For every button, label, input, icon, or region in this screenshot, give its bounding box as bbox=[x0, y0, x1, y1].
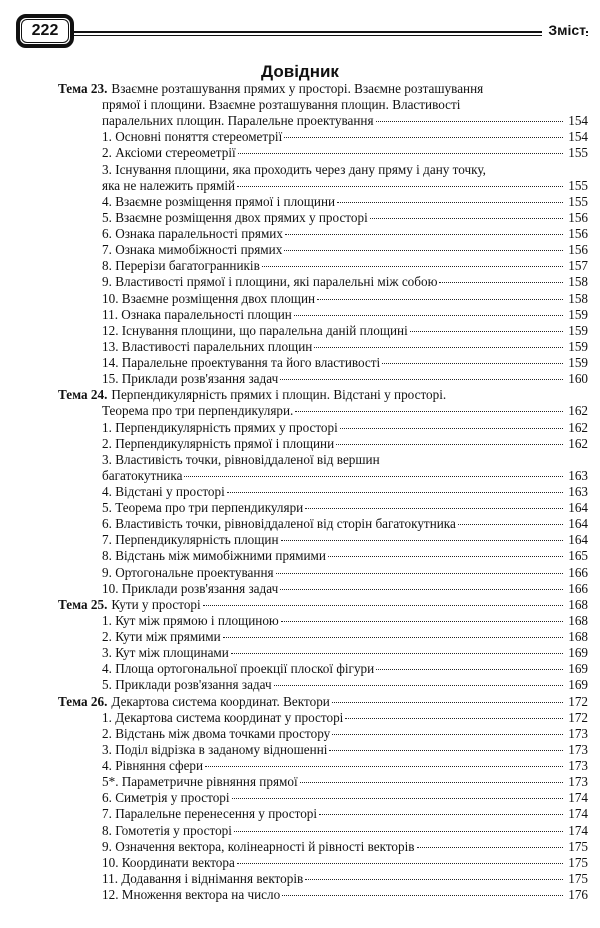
entry-title: 4. Відстані у просторі bbox=[102, 484, 225, 499]
entry-title: 3. Існування площини, яка проходить через дану пряму і дану точку, bbox=[102, 161, 486, 177]
entry-title: 6. Ознака паралельності прямих bbox=[102, 226, 283, 242]
page-ref: 158 bbox=[568, 290, 588, 306]
dot-leader bbox=[328, 556, 563, 557]
entry-title: 10. Приклади розв'язання задач bbox=[102, 580, 279, 596]
entry-title: 5. Приклади розв'язання задач bbox=[102, 677, 272, 693]
dot-leader bbox=[376, 121, 563, 122]
entry-title: 12. Множення вектора на число bbox=[102, 887, 281, 902]
header-rule-thin bbox=[74, 35, 588, 36]
page-ref: 158 bbox=[568, 274, 588, 290]
entry-title: Декартова система координат. Вектори bbox=[111, 693, 330, 709]
dot-leader bbox=[458, 524, 563, 525]
entry-title: 2. Аксіоми стереометрії bbox=[102, 145, 236, 161]
page-ref: 154 bbox=[568, 113, 588, 129]
dot-leader bbox=[281, 621, 563, 622]
entry-title: 8. Перерізи багатогранників bbox=[102, 258, 260, 274]
page-ref: 166 bbox=[568, 564, 588, 580]
topic-label: Тема 25. bbox=[58, 596, 108, 612]
entry-title: прямої і площини. Взаємне розташування площин. Властивості bbox=[102, 97, 461, 113]
dot-leader bbox=[205, 766, 563, 767]
dot-leader bbox=[417, 847, 564, 848]
entry-title: 7. Перпендикулярність площин bbox=[102, 532, 279, 548]
document-title: Довідник bbox=[261, 62, 339, 81]
dot-leader bbox=[305, 879, 563, 880]
entry-title: 2. Відстань між двома точками простору bbox=[102, 725, 331, 741]
page-ref: 169 bbox=[568, 677, 588, 693]
dot-leader bbox=[237, 186, 563, 187]
dot-leader bbox=[332, 734, 563, 735]
page-ref: 173 bbox=[568, 741, 588, 757]
page-ref: 175 bbox=[568, 870, 588, 886]
dot-leader bbox=[280, 589, 563, 590]
dot-leader bbox=[232, 798, 563, 799]
entry-title: 4. Площа ортогональної проекції плоскої фігури bbox=[102, 661, 375, 677]
dot-leader bbox=[410, 331, 563, 332]
page-ref: 173 bbox=[568, 774, 588, 790]
dot-leader bbox=[227, 492, 563, 493]
page-ref: 162 bbox=[568, 435, 588, 451]
header-rule bbox=[74, 31, 588, 33]
page-ref: 173 bbox=[568, 758, 588, 774]
dot-leader bbox=[370, 218, 563, 219]
entry-title: 6. Симетрія у просторі bbox=[102, 790, 230, 806]
entry-title: 1. Основні поняття стереометрії bbox=[102, 129, 283, 145]
page-ref: 155 bbox=[568, 177, 588, 193]
dot-leader bbox=[319, 814, 563, 815]
dot-leader bbox=[274, 685, 563, 686]
page-ref: 156 bbox=[568, 209, 588, 225]
dot-leader bbox=[223, 637, 563, 638]
section-title: Зміст bbox=[542, 22, 586, 38]
page-ref: 175 bbox=[568, 838, 588, 854]
page-ref: 166 bbox=[568, 580, 588, 596]
page-ref: 159 bbox=[568, 306, 588, 322]
entry-title: 7. Паралельне перенесення у просторі bbox=[102, 806, 318, 822]
page-ref: 163 bbox=[568, 467, 588, 483]
topic-label: Тема 24. bbox=[58, 387, 108, 403]
entry-title: Перпендикулярність прямих і площин. Відстані у просторі. bbox=[111, 387, 447, 403]
dot-leader bbox=[238, 153, 563, 154]
entry-title: 1. Кут між прямою і площиною bbox=[102, 612, 279, 628]
page-ref: 174 bbox=[568, 822, 588, 838]
topic-label: Тема 26. bbox=[58, 693, 108, 709]
entry-title: багатокутника bbox=[102, 467, 183, 483]
dot-leader bbox=[332, 702, 563, 703]
dot-leader bbox=[237, 863, 563, 864]
dot-leader bbox=[337, 202, 563, 203]
page-ref: 157 bbox=[568, 258, 588, 274]
entry-title: 9. Ортогональне проектування bbox=[102, 564, 274, 580]
dot-leader bbox=[231, 653, 563, 654]
page-ref: 159 bbox=[568, 338, 588, 354]
page-ref: 174 bbox=[568, 806, 588, 822]
entry-title: 9. Означення вектора, колінеарності й рівності векторів bbox=[102, 838, 415, 854]
entry-title: 3. Поділ відрізка в заданому відношенні bbox=[102, 741, 328, 757]
entry-title: 3. Властивість точки, рівновіддаленої від вершин bbox=[102, 451, 380, 467]
dot-leader bbox=[280, 379, 563, 380]
entry-title: 5. Теорема про три перпендикуляри bbox=[102, 500, 304, 516]
page-ref: 164 bbox=[568, 500, 588, 516]
page-ref: 162 bbox=[568, 403, 588, 419]
dot-leader bbox=[234, 831, 563, 832]
page-ref: 168 bbox=[568, 596, 588, 612]
entry-title: 1. Перпендикулярність прямих у просторі bbox=[102, 419, 338, 435]
entry-title: 10. Координати вектора bbox=[102, 854, 235, 870]
entry-title: 8. Відстань між мимобіжними прямими bbox=[102, 548, 326, 564]
page-ref: 175 bbox=[568, 854, 588, 870]
page-ref: 173 bbox=[568, 725, 588, 741]
page-ref: 165 bbox=[568, 548, 588, 564]
page-ref: 162 bbox=[568, 419, 588, 435]
topic-label: Тема 23. bbox=[58, 81, 108, 96]
dot-leader bbox=[262, 266, 563, 267]
entry-title: 5*. Параметричне рівняння прямої bbox=[102, 774, 298, 790]
entry-title: 5. Взаємне розміщення двох прямих у просторі bbox=[102, 209, 368, 225]
page-ref: 176 bbox=[568, 887, 588, 902]
entry-title: яка не належить прямій bbox=[102, 177, 236, 193]
entry-title: Кути у просторі bbox=[111, 596, 201, 612]
dot-leader bbox=[281, 540, 563, 541]
entry-title: 8. Гомотетія у просторі bbox=[102, 822, 232, 838]
dot-leader bbox=[340, 428, 563, 429]
dot-leader bbox=[376, 669, 563, 670]
entry-title: 15. Приклади розв'язання задач bbox=[102, 371, 279, 387]
dot-leader bbox=[203, 605, 563, 606]
page-ref: 169 bbox=[568, 645, 588, 661]
entry-title: 3. Кут між площинами bbox=[102, 645, 229, 661]
page-ref: 172 bbox=[568, 709, 588, 725]
dot-leader bbox=[317, 299, 563, 300]
page-ref: 174 bbox=[568, 790, 588, 806]
page-ref: 154 bbox=[568, 129, 588, 145]
page-ref: 168 bbox=[568, 612, 588, 628]
page-ref: 163 bbox=[568, 484, 588, 499]
dot-leader bbox=[314, 347, 563, 348]
dot-leader bbox=[294, 315, 563, 316]
entry-title: 7. Ознака мимобіжності прямих bbox=[102, 242, 283, 258]
dot-leader bbox=[284, 250, 563, 251]
dot-leader bbox=[284, 137, 563, 138]
page-number-badge bbox=[16, 14, 74, 48]
page-ref: 172 bbox=[568, 693, 588, 709]
entry-title: 2. Кути між прямими bbox=[102, 629, 221, 645]
entry-title: 10. Взаємне розміщення двох площин bbox=[102, 290, 316, 306]
page-ref: 159 bbox=[568, 322, 588, 338]
page-ref: 155 bbox=[568, 193, 588, 209]
dot-leader bbox=[305, 508, 563, 509]
dot-leader bbox=[282, 895, 563, 896]
entry-title: 14. Паралельне проектування та його властивості bbox=[102, 355, 381, 371]
page-ref: 164 bbox=[568, 516, 588, 532]
entry-title: 12. Існування площини, що паралельна даній площині bbox=[102, 322, 408, 338]
page-ref: 164 bbox=[568, 532, 588, 548]
page-ref: 160 bbox=[568, 371, 588, 387]
page-header bbox=[0, 0, 600, 60]
dot-leader bbox=[276, 573, 563, 574]
page-ref: 168 bbox=[568, 629, 588, 645]
toc-entry bbox=[102, 886, 588, 904]
page-number: 222 bbox=[21, 19, 69, 43]
page-ref: 159 bbox=[568, 355, 588, 371]
page-ref: 155 bbox=[568, 145, 588, 161]
entry-title: 4. Взаємне розміщення прямої і площини bbox=[102, 193, 336, 209]
entry-title: 1. Декартова система координат у просторі bbox=[102, 709, 344, 725]
entry-title: 4. Рівняння сфери bbox=[102, 758, 204, 774]
dot-leader bbox=[295, 411, 563, 412]
dot-leader bbox=[345, 718, 563, 719]
entry-title: 9. Властивості прямої і площини, які паралельні між собою bbox=[102, 274, 438, 290]
page-ref: 156 bbox=[568, 226, 588, 242]
dot-leader bbox=[382, 363, 563, 364]
dot-leader bbox=[329, 750, 563, 751]
dot-leader bbox=[439, 282, 563, 283]
dot-leader bbox=[300, 782, 563, 783]
page-ref: 156 bbox=[568, 242, 588, 258]
dot-leader bbox=[285, 234, 563, 235]
dot-leader bbox=[336, 444, 563, 445]
dot-leader bbox=[184, 476, 563, 477]
entry-title: 2. Перпендикулярність прямої і площини bbox=[102, 435, 335, 451]
entry-title: 11. Додавання і віднімання векторів bbox=[102, 870, 304, 886]
page-ref: 169 bbox=[568, 661, 588, 677]
entry-title: паралельних площин. Паралельне проектування bbox=[102, 113, 374, 129]
entry-title: Взаємне розташування прямих у просторі. Взаємне розташування bbox=[111, 81, 484, 96]
entry-title: 13. Властивості паралельних площин bbox=[102, 338, 313, 354]
entry-title: 11. Ознака паралельності площин bbox=[102, 306, 292, 322]
entry-title: Теорема про три перпендикуляри. bbox=[102, 403, 294, 419]
entry-title: 6. Властивість точки, рівновіддаленої від сторін багатокутника bbox=[102, 516, 456, 532]
